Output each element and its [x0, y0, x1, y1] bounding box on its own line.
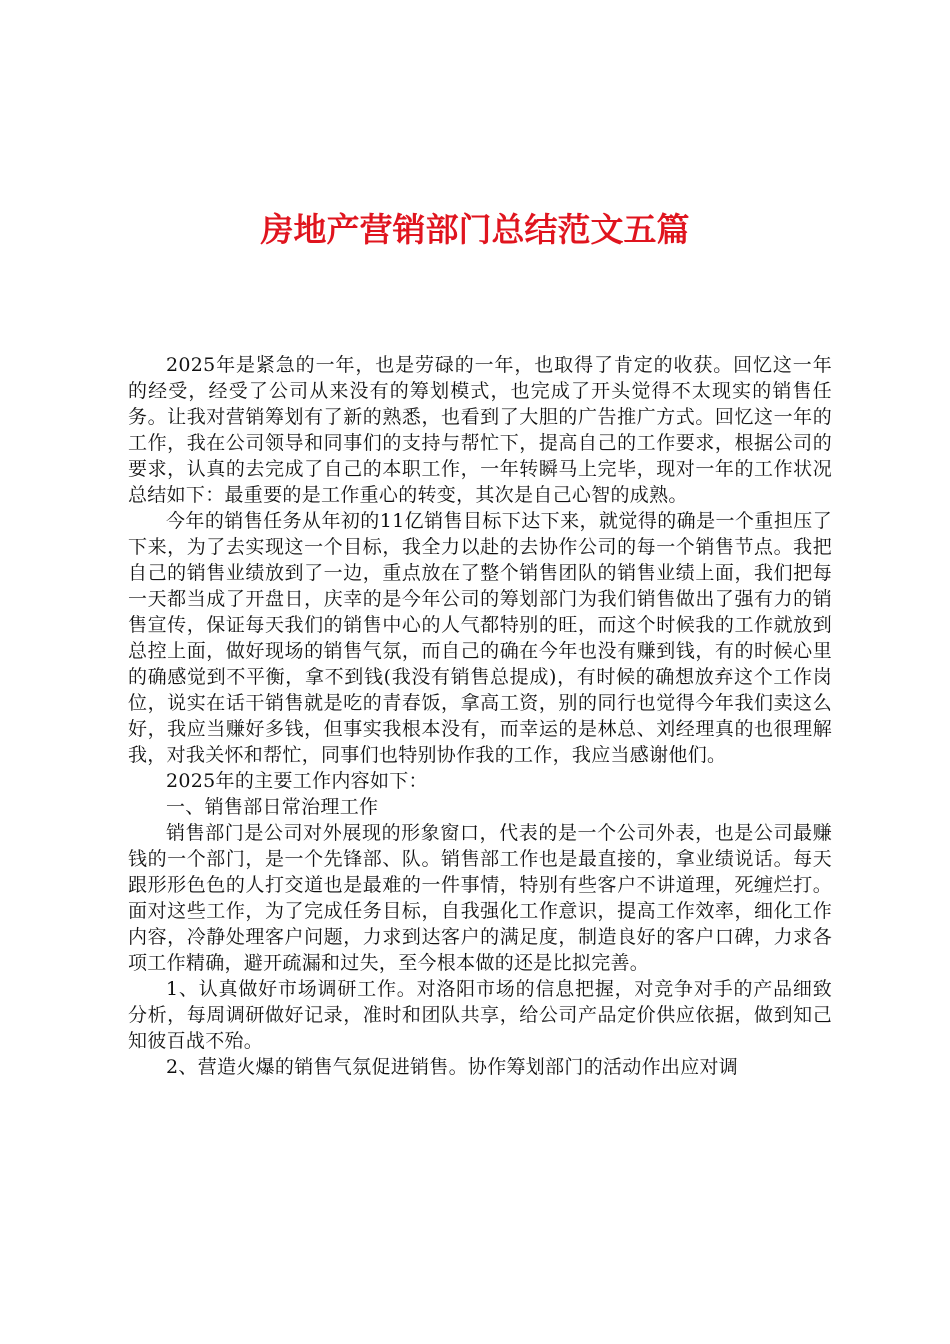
section-heading-daily-management: 一、销售部日常治理工作 — [166, 796, 379, 818]
paragraph-sales-department: 销售部门是公司对外展现的形象窗口，代表的是一个公司外表，也是公司最赚钱的一个部门，是一个先锋部、队。销售部工作也是最直接的，拿业绩说话。每天跟形形色色的人打交道也是最难的一件事情，特别有些客户不讲道理，死缠烂打。面对这些工作，为了完成任务目标，自我强化工作意识，提高工作效率，细化工作内容，冷静处理客户问题，力求到达客户的满足度，制造良好的客户口碑，力求各项工作精确，避开疏漏和过失，至今根本做的还是比拟完善。 — [128, 822, 832, 974]
paragraph-item-1-market-research: 1、认真做好市场调研工作。对洛阳市场的信息把握，对竞争对手的产品细致分析，每周调研做好记录，准时和团队共享，给公司产品定价供应依据，做到知己知彼百战不殆。 — [128, 978, 832, 1052]
document-body — [128, 352, 832, 1080]
paragraph-intro: 2025年是紧急的一年，也是劳碌的一年，也取得了肯定的收获。回忆这一年的经受，经受了公司从来没有的筹划模式，也完成了开头觉得不太现实的销售任务。让我对营销筹划有了新的熟悉，也看到了大胆的广告推广方式。回忆这一年的工作，我在公司领导和同事们的支持与帮忙下，提高自己的工作要求，根据公司的要求，认真的去完成了自己的本职工作，一年转瞬马上完毕，现对一年的工作状况总结如下：最重要的是工作重心的转变，其次是自己心智的成熟。 — [128, 354, 832, 506]
paragraph-item-2-sales-atmosphere: 2、营造火爆的销售气氛促进销售。协作筹划部门的活动作出应对调 — [166, 1056, 739, 1078]
paragraph-sales-target: 今年的销售任务从年初的11亿销售目标下达下来，就觉得的确是一个重担压了下来，为了去实现这一个目标，我全力以赴的去协作公司的每一个销售节点。我把自己的销售业绩放到了一边，重点放在了整个销售团队的销售业绩上面，我们把每一天都当成了开盘日，庆幸的是今年公司的筹划部门为我们销售做出了强有力的销售宣传，保证每天我们的销售中心的人气都特别的旺，而这个时候我的工作就放到总控上面，做好现场的销售气氛，而自己的确在今年也没有赚到钱，有的时候心里的确感觉到不平衡，拿不到钱(我没有销售总提成)，有时候的确想放弃这个工作岗位，说实在话干销售就是吃的青春饭，拿高工资，别的同行也觉得今年我们卖这么好，我应当赚好多钱，但事实我根本没有，而幸运的是林总、刘经理真的也很理解我，对我关怀和帮忙，同事们也特别协作我的工作，我应当感谢他们。 — [128, 510, 832, 766]
paragraph-main-work-heading: 2025年的主要工作内容如下： — [166, 770, 428, 792]
document-title: 房地产营销部门总结范文五篇 — [260, 210, 690, 249]
